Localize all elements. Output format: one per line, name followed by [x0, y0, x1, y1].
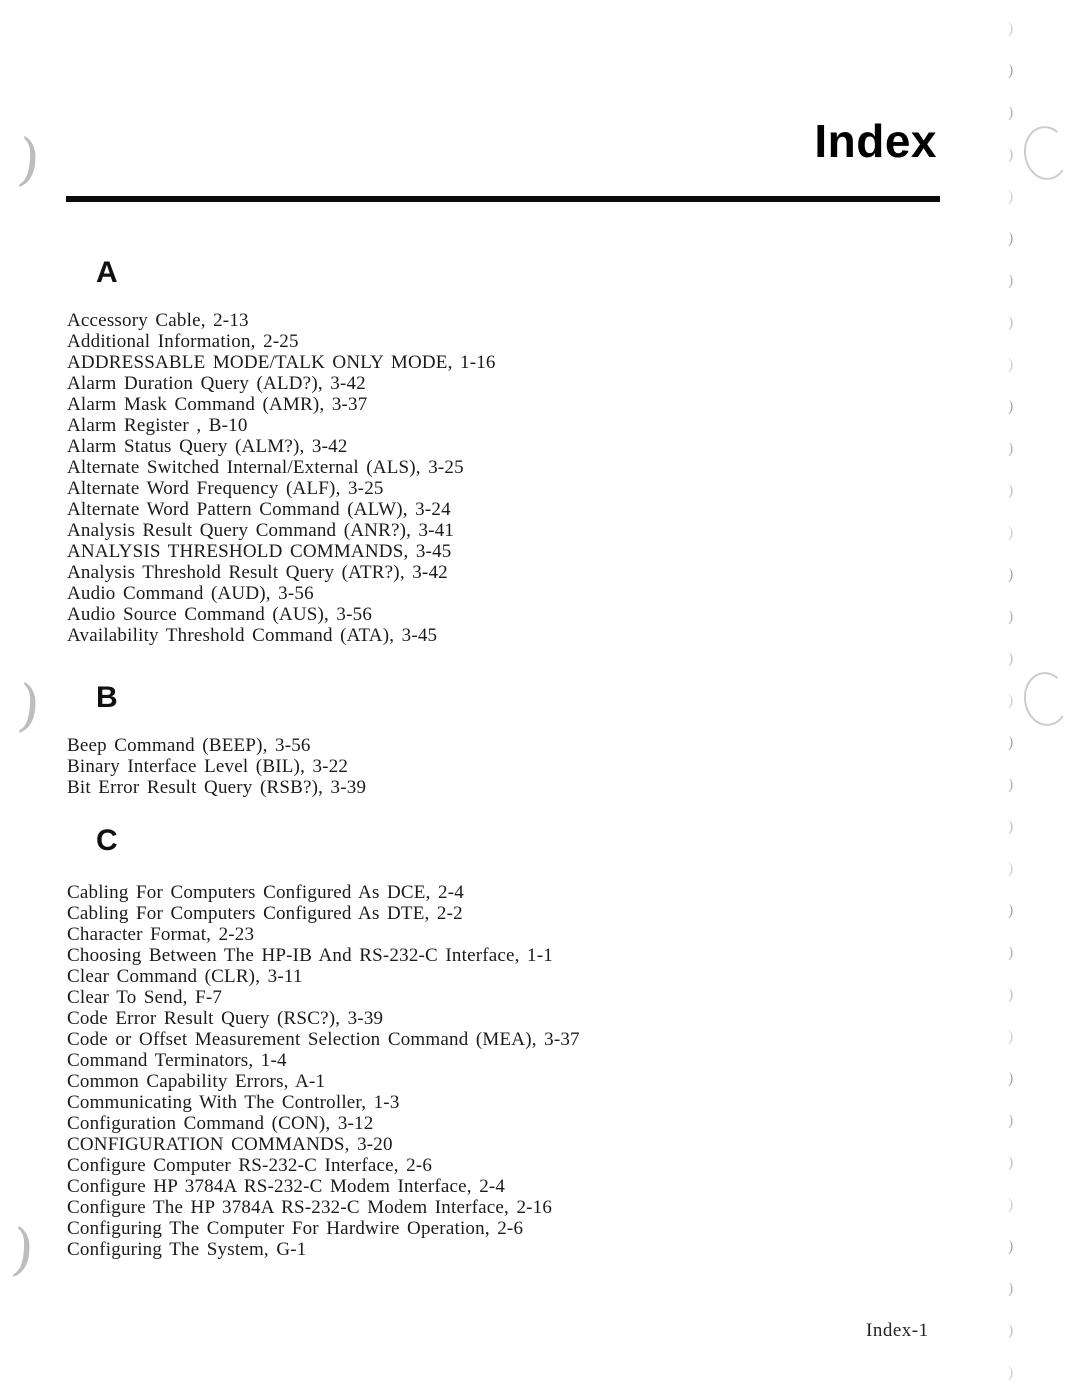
index-entry: Configuring The System, G-1 [67, 1239, 307, 1260]
scan-mark-icon: ) [1007, 1153, 1015, 1173]
index-entry: Alarm Register , B-10 [67, 415, 248, 436]
index-entry: Alarm Duration Query (ALD?), 3-42 [67, 373, 366, 394]
page-number: Index-1 [866, 1320, 929, 1341]
scan-mark-icon: ) [1007, 19, 1015, 39]
scan-mark-icon: ) [1007, 1237, 1015, 1257]
index-entry: Alarm Status Query (ALM?), 3-42 [67, 436, 348, 457]
index-entry: Character Format, 2-23 [67, 924, 255, 945]
scan-mark-icon: ) [1007, 1363, 1015, 1383]
index-entry: Cabling For Computers Configured As DCE, 2-4 [67, 882, 464, 903]
scan-mark-icon: ) [1007, 607, 1015, 627]
scan-mark-icon: ) [1007, 439, 1015, 459]
index-entry: Configure Computer RS-232-C Interface, 2-6 [67, 1155, 433, 1176]
scan-mark-icon: ) [1007, 103, 1015, 123]
scan-mark-icon: ) [1007, 943, 1015, 963]
scan-mark-icon: ) [1007, 649, 1015, 669]
index-entry: Availability Threshold Command (ATA), 3-45 [67, 625, 438, 646]
index-entry: Clear Command (CLR), 3-11 [67, 966, 303, 987]
index-entry: Accessory Cable, 2-13 [67, 310, 249, 331]
index-entry: Cabling For Computers Configured As DTE, 2-2 [67, 903, 463, 924]
scan-mark-icon: ) [1007, 61, 1015, 81]
scan-mark-icon: ) [1007, 1069, 1015, 1089]
index-section-c [0, 826, 1080, 1260]
index-entry: Configure The HP 3784A RS-232-C Modem Interface, 2-16 [67, 1197, 553, 1218]
scan-curl-icon: ) [8, 1217, 38, 1284]
index-entry: Alternate Word Frequency (ALF), 3-25 [67, 478, 384, 499]
index-entry: Configure HP 3784A RS-232-C Modem Interface, 2-4 [67, 1176, 506, 1197]
index-entry: Command Terminators, 1-4 [67, 1050, 287, 1071]
index-entry: Code Error Result Query (RSC?), 3-39 [67, 1008, 384, 1029]
scan-mark-icon: ) [1007, 985, 1015, 1005]
scan-mark-icon: ) [1007, 859, 1015, 879]
index-entry: Configuring The Computer For Hardwire Operation, 2-6 [67, 1218, 524, 1239]
index-entry: Audio Command (AUD), 3-56 [67, 583, 314, 604]
scan-mark-icon: ) [1007, 313, 1015, 333]
index-entry: Choosing Between The HP-IB And RS-232-C Interface, 1-1 [67, 945, 553, 966]
index-entry: CONFIGURATION COMMANDS, 3-20 [67, 1134, 393, 1155]
section-letter-heading: A [96, 256, 118, 289]
index-entry: Alarm Mask Command (AMR), 3-37 [67, 394, 368, 415]
scan-mark-icon: ) [1007, 1321, 1015, 1341]
scan-mark-icon: ) [1007, 1111, 1015, 1131]
index-entry: Analysis Threshold Result Query (ATR?), 3-42 [67, 562, 448, 583]
index-entry: ANALYSIS THRESHOLD COMMANDS, 3-45 [67, 541, 452, 562]
page-title: Index [814, 115, 937, 167]
scan-mark-icon: ) [1007, 481, 1015, 501]
section-entry-list [67, 882, 1080, 1260]
index-entry: Clear To Send, F-7 [67, 987, 223, 1008]
section-letter-heading: C [96, 824, 118, 857]
scan-ring-icon [1020, 123, 1071, 183]
index-section-a [0, 258, 1080, 646]
scan-mark-icon: ) [1007, 355, 1015, 375]
scan-mark-icon: ) [1007, 1279, 1015, 1299]
scan-mark-icon: ) [1007, 733, 1015, 753]
scan-mark-icon: ) [1007, 271, 1015, 291]
index-entry: Code or Offset Measurement Selection Command (MEA), 3-37 [67, 1029, 580, 1050]
index-entry: Beep Command (BEEP), 3-56 [67, 735, 311, 756]
scan-mark-icon: ) [1007, 691, 1015, 711]
index-entry: Analysis Result Query Command (ANR?), 3-41 [67, 520, 455, 541]
scan-mark-icon: ) [1007, 229, 1015, 249]
index-entry: Configuration Command (CON), 3-12 [67, 1113, 374, 1134]
scan-curl-icon: ) [14, 127, 44, 194]
scan-mark-icon: ) [1007, 1195, 1015, 1215]
scan-mark-icon: ) [1007, 565, 1015, 585]
section-letter-heading: B [96, 681, 118, 714]
scan-mark-icon: ) [1007, 187, 1015, 207]
scan-mark-icon: ) [1007, 145, 1015, 165]
section-entry-list [67, 735, 1080, 798]
scan-mark-icon: ) [1007, 1027, 1015, 1047]
index-entry: Binary Interface Level (BIL), 3-22 [67, 756, 349, 777]
index-entry: Communicating With The Controller, 1-3 [67, 1092, 400, 1113]
index-entry: Alternate Switched Internal/External (ALS), 3-25 [67, 457, 464, 478]
index-entry: Alternate Word Pattern Command (ALW), 3-24 [67, 499, 451, 520]
index-entry: ADDRESSABLE MODE/TALK ONLY MODE, 1-16 [67, 352, 496, 373]
index-entry: Bit Error Result Query (RSB?), 3-39 [67, 777, 367, 798]
scan-mark-icon: ) [1007, 817, 1015, 837]
scan-mark-icon: ) [1007, 901, 1015, 921]
index-entry: Common Capability Errors, A-1 [67, 1071, 326, 1092]
index-entry: Additional Information, 2-25 [67, 331, 299, 352]
scan-curl-icon: ) [14, 673, 44, 740]
index-entry: Audio Source Command (AUS), 3-56 [67, 604, 373, 625]
scan-mark-icon: ) [1007, 523, 1015, 543]
header-rule [66, 196, 940, 202]
scan-mark-icon: ) [1007, 397, 1015, 417]
scan-mark-icon: ) [1007, 775, 1015, 795]
index-section-b [0, 683, 1080, 798]
section-entry-list [67, 310, 1080, 646]
